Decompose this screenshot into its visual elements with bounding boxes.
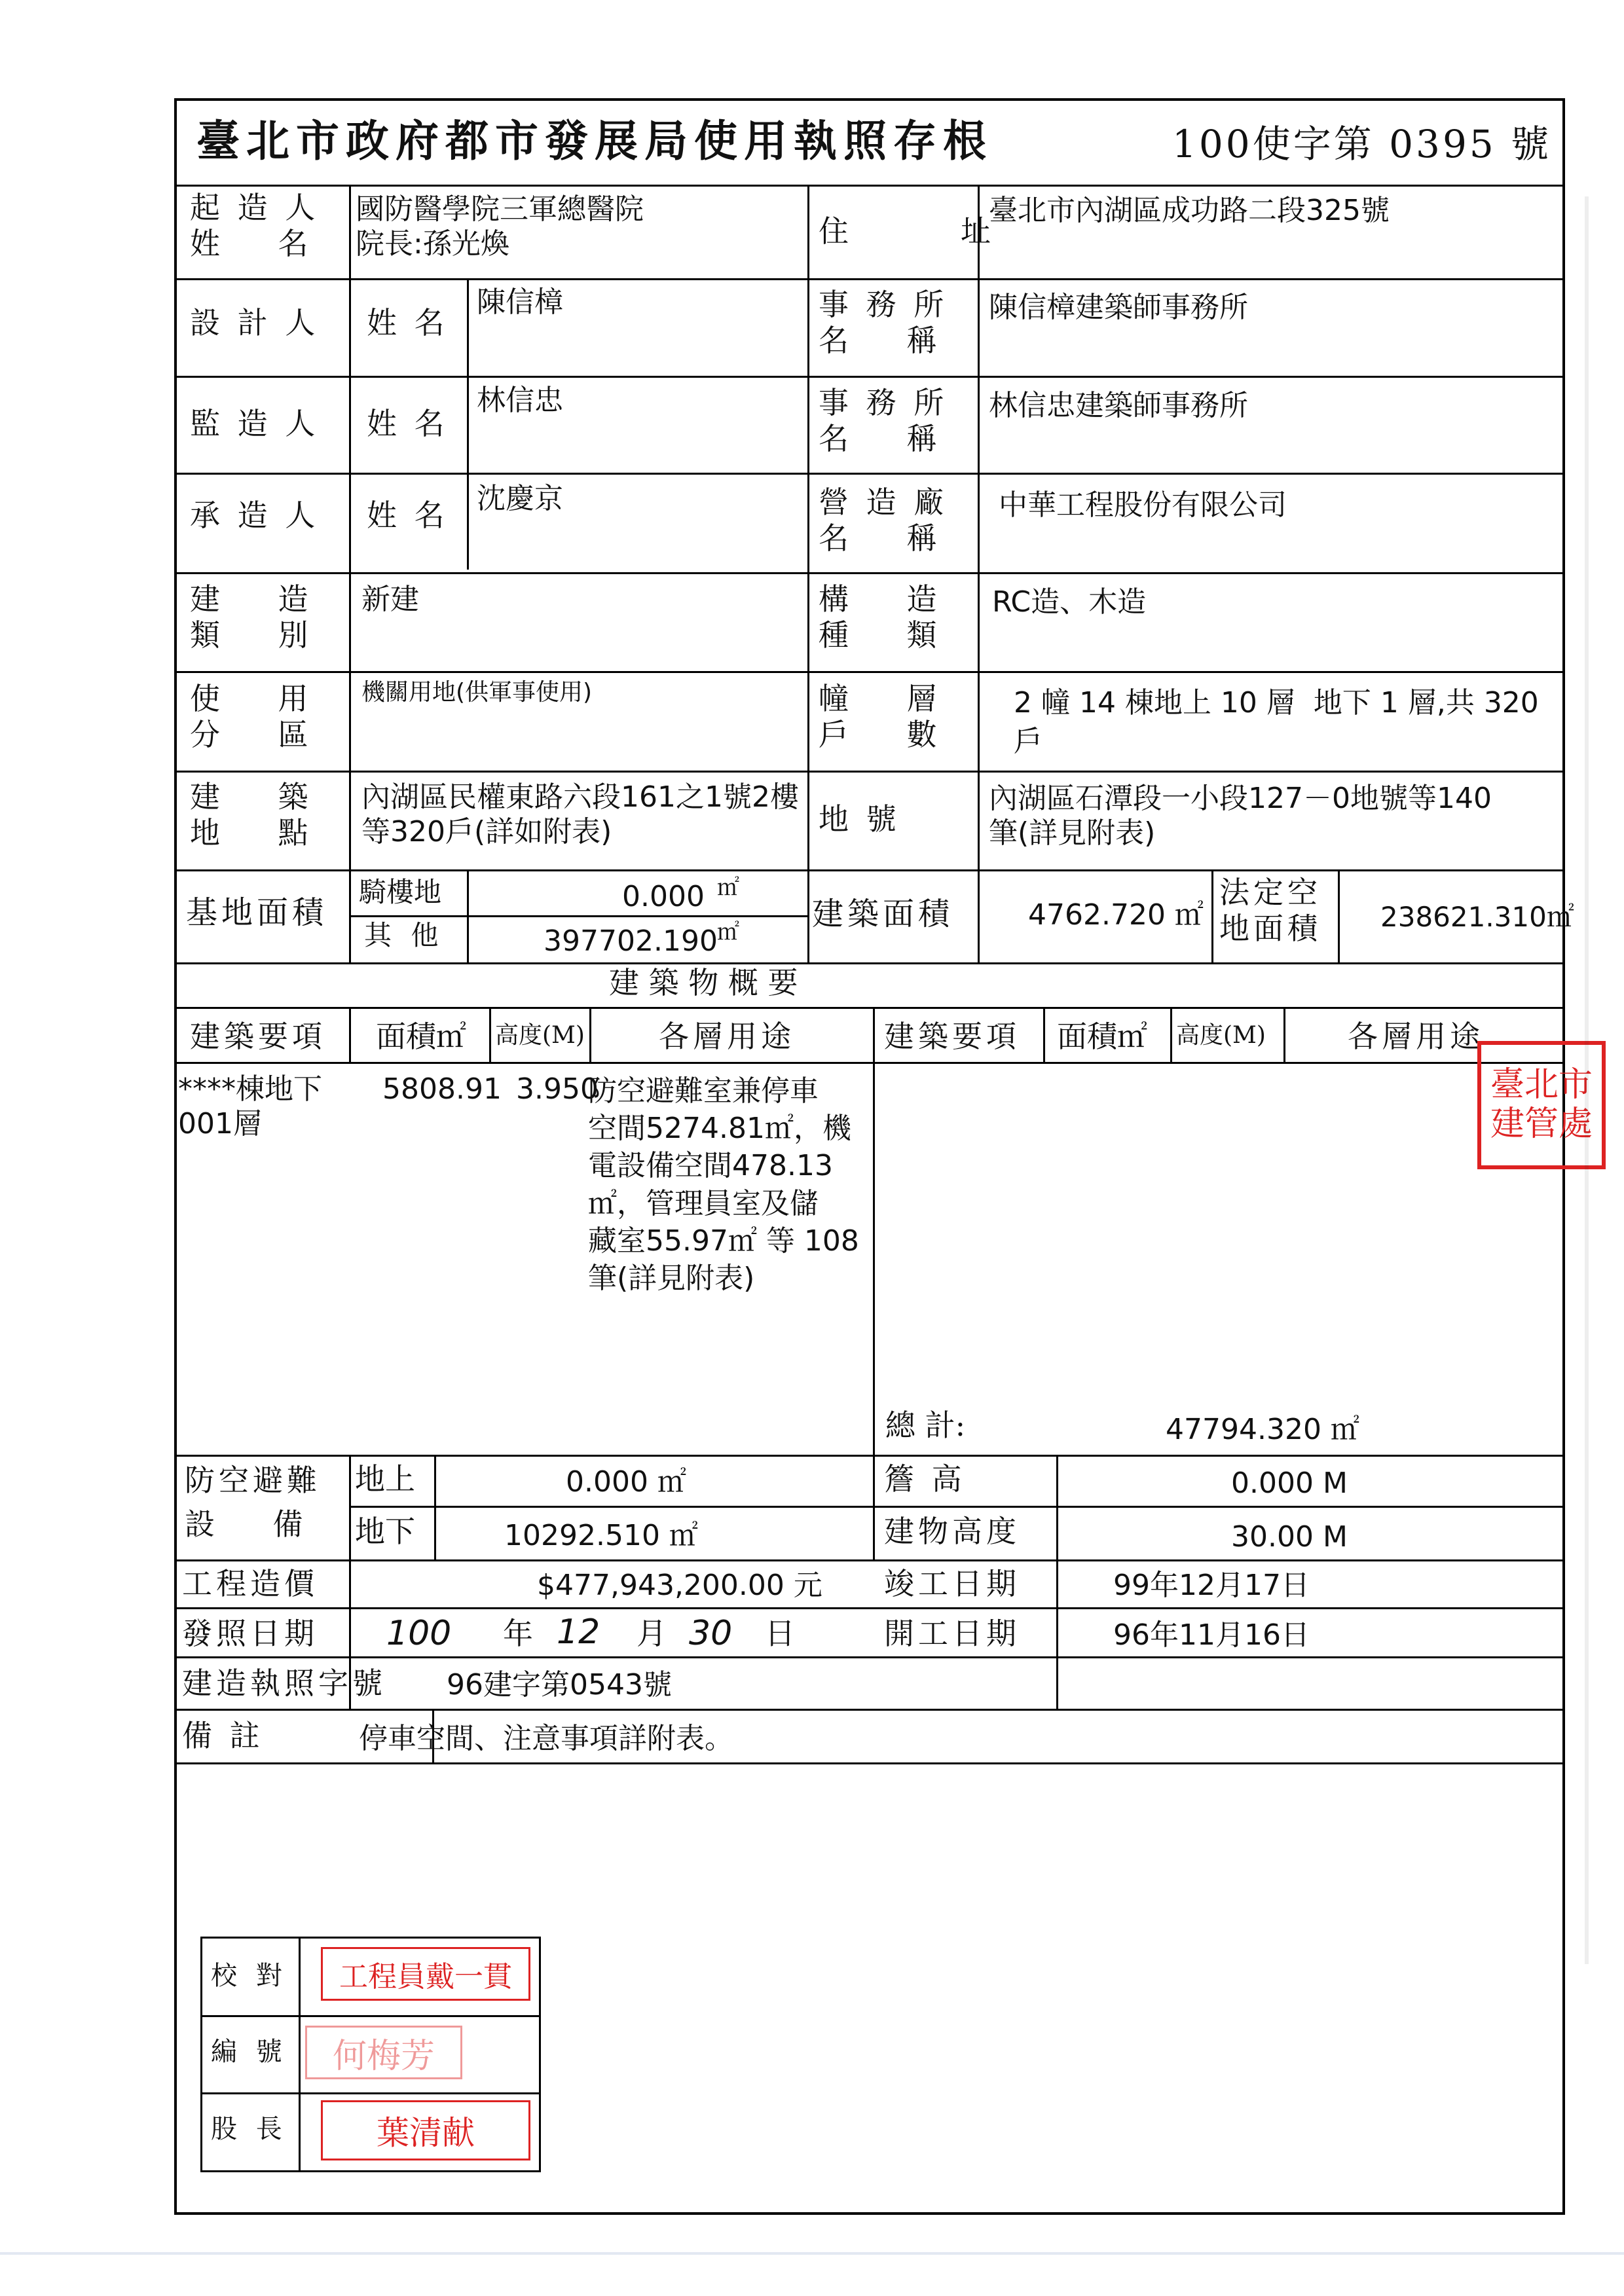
check-label: 校 對 [211,1961,287,1991]
location-label: 建 築 地 點 [190,779,312,851]
col-height-right: 高度(M) [1176,1022,1266,1049]
designer-office-label: 事 務 所 名 稱 [819,287,948,359]
zoning-label: 使 用 分 區 [190,681,312,753]
col-height-left: 高度(M) [495,1022,585,1049]
building-height-label: 建物高度 [884,1514,1020,1549]
eaves-label: 簷 高 [884,1461,966,1497]
shelter-below-label: 地下 [355,1514,415,1549]
start-date: 96年11月16日 [1113,1618,1310,1652]
legal-open-label: 法定空 地面積 [1219,875,1321,947]
total-area: 47794.320 ㎡ [1166,1413,1359,1446]
issue-year-unit: 年 [503,1616,533,1651]
shelter-above-area: 0.000 ㎡ [566,1465,686,1499]
shelter-above-label: 地上 [355,1461,415,1497]
floor-use: 防空避難室兼停車 空間5274.81㎡，機 電設備空間478.13 ㎡，管理員室及儲 藏室55.97㎡ 等 108 筆(詳見附表) [588,1074,859,1295]
build-type-label: 建 造 類 別 [190,581,312,653]
chief-label: 股 長 [211,2114,287,2144]
unit-count: 2 幢 14 棟地上 10 層 地下 1 層,共 320 戶 [1014,686,1539,759]
building-area: 4762.720 ㎡ [1028,898,1204,932]
remarks: 停車空間、注意事項詳附表。 [359,1722,733,1755]
designer-label: 設 計 人 [190,305,320,340]
issue-year: 100 [386,1614,452,1653]
legal-open-area: 238621.310㎡ [1380,901,1574,933]
build-type: 新建 [361,583,419,616]
supervisor-name: 林信忠 [477,384,563,417]
scan-edge-shadow [1585,196,1611,1964]
owner-label: 起 造 人 姓 名 [190,190,320,262]
issue-label: 發照日期 [182,1616,318,1651]
supervisor-name-label: 姓 名 [367,406,449,441]
arcade-area: 0.000 [622,880,705,913]
other-area: 397702.190 [544,924,718,958]
number-label: 編 號 [211,2037,287,2067]
issue-day: 30 [689,1614,733,1653]
supervisor-office: 林信忠建築師事務所 [989,389,1248,422]
building-permit-label: 建造執照字號 [182,1666,386,1701]
col-item-left: 建築要項 [190,1019,326,1054]
designer-name-label: 姓 名 [367,305,449,340]
owner-address: 臺北市內湖區成功路二段325號 [989,194,1390,227]
official-seal: 臺北市 建管處 [1477,1041,1606,1169]
construction-cost: $477,943,200.00 元 [537,1569,822,1602]
floor-area: 5808.91 [382,1072,502,1106]
building-height: 30.00 M [1231,1520,1348,1554]
lot-label: 地 號 [819,801,900,837]
issue-month-unit: 月 [637,1616,667,1651]
contractor-name-label: 姓 名 [367,498,449,533]
designer-name: 陳信樟 [477,285,563,319]
location: 內湖區民權東路六段161之1號2樓 等320戶(詳如附表) [361,780,799,848]
col-use-left: 各層用途 [659,1019,795,1054]
issue-month: 12 [557,1613,600,1652]
contractor-name: 沈慶京 [477,482,563,515]
total-label: 總 計: [885,1408,966,1443]
overview-title: 建 築 物 概 要 [609,965,798,1000]
building-permit-number: 96建字第0543號 [447,1668,672,1702]
floor-height: 3.950 [516,1072,599,1106]
unit-count-label: 幢 層 戶 數 [819,681,941,753]
structure-type: RC造、木造 [992,585,1147,619]
completion-label: 竣工日期 [884,1566,1020,1601]
other-label: 其 他 [364,919,444,951]
lot-number: 內湖區石潭段一小段127－0地號等140 筆(詳見附表) [989,782,1492,850]
completion-date: 99年12月17日 [1113,1569,1310,1602]
eaves-height: 0.000 M [1231,1467,1348,1500]
site-area-label: 基地面積 [186,894,328,931]
col-area-left: 面積㎡ [376,1019,466,1054]
arcade-label: 騎樓地 [359,876,442,908]
scan-bottom-line [0,2252,1624,2255]
chief-stamp: 葉清献 [321,2100,530,2160]
contractor-label: 承 造 人 [190,498,320,533]
structure-label: 構 造 種 類 [819,581,941,653]
col-area-right: 面積㎡ [1057,1019,1147,1054]
shelter-label: 防空避難 設 備 [185,1463,321,1542]
permit-number: 100使字第 0395 號 [1172,122,1552,166]
other-unit: ㎡ [717,919,739,945]
address-label: 住 址 [819,213,995,249]
col-item-right: 建築要項 [884,1019,1020,1054]
building-area-label: 建築面積 [812,896,954,932]
shelter-below-area: 10292.510 ㎡ [504,1519,698,1552]
zoning: 機關用地(供軍事使用) [361,679,593,706]
supervisor-label: 監 造 人 [190,406,320,441]
designer-office: 陳信樟建築師事務所 [989,291,1248,324]
start-label: 開工日期 [884,1616,1020,1651]
supervisor-office-label: 事 務 所 名 稱 [819,385,948,457]
contractor-office-label: 營 造 廠 名 稱 [819,484,948,556]
issue-day-unit: 日 [765,1616,795,1651]
floor-item: ****棟地下 001層 [178,1072,322,1140]
col-use-right: 各層用途 [1348,1019,1484,1054]
page-title: 臺北市政府都市發展局使用執照存根 [196,115,993,166]
contractor-office: 中華工程股份有限公司 [999,488,1287,522]
cost-label: 工程造價 [182,1566,318,1601]
arcade-unit: ㎡ [717,875,739,901]
remarks-label: 備 註 [182,1718,264,1753]
owner-name: 國防醫學院三軍總醫院 院長:孫光煥 [356,192,644,261]
check-stamp: 工程員戴一貫 [321,1947,530,2001]
number-stamp: 何梅芳 [305,2026,462,2079]
